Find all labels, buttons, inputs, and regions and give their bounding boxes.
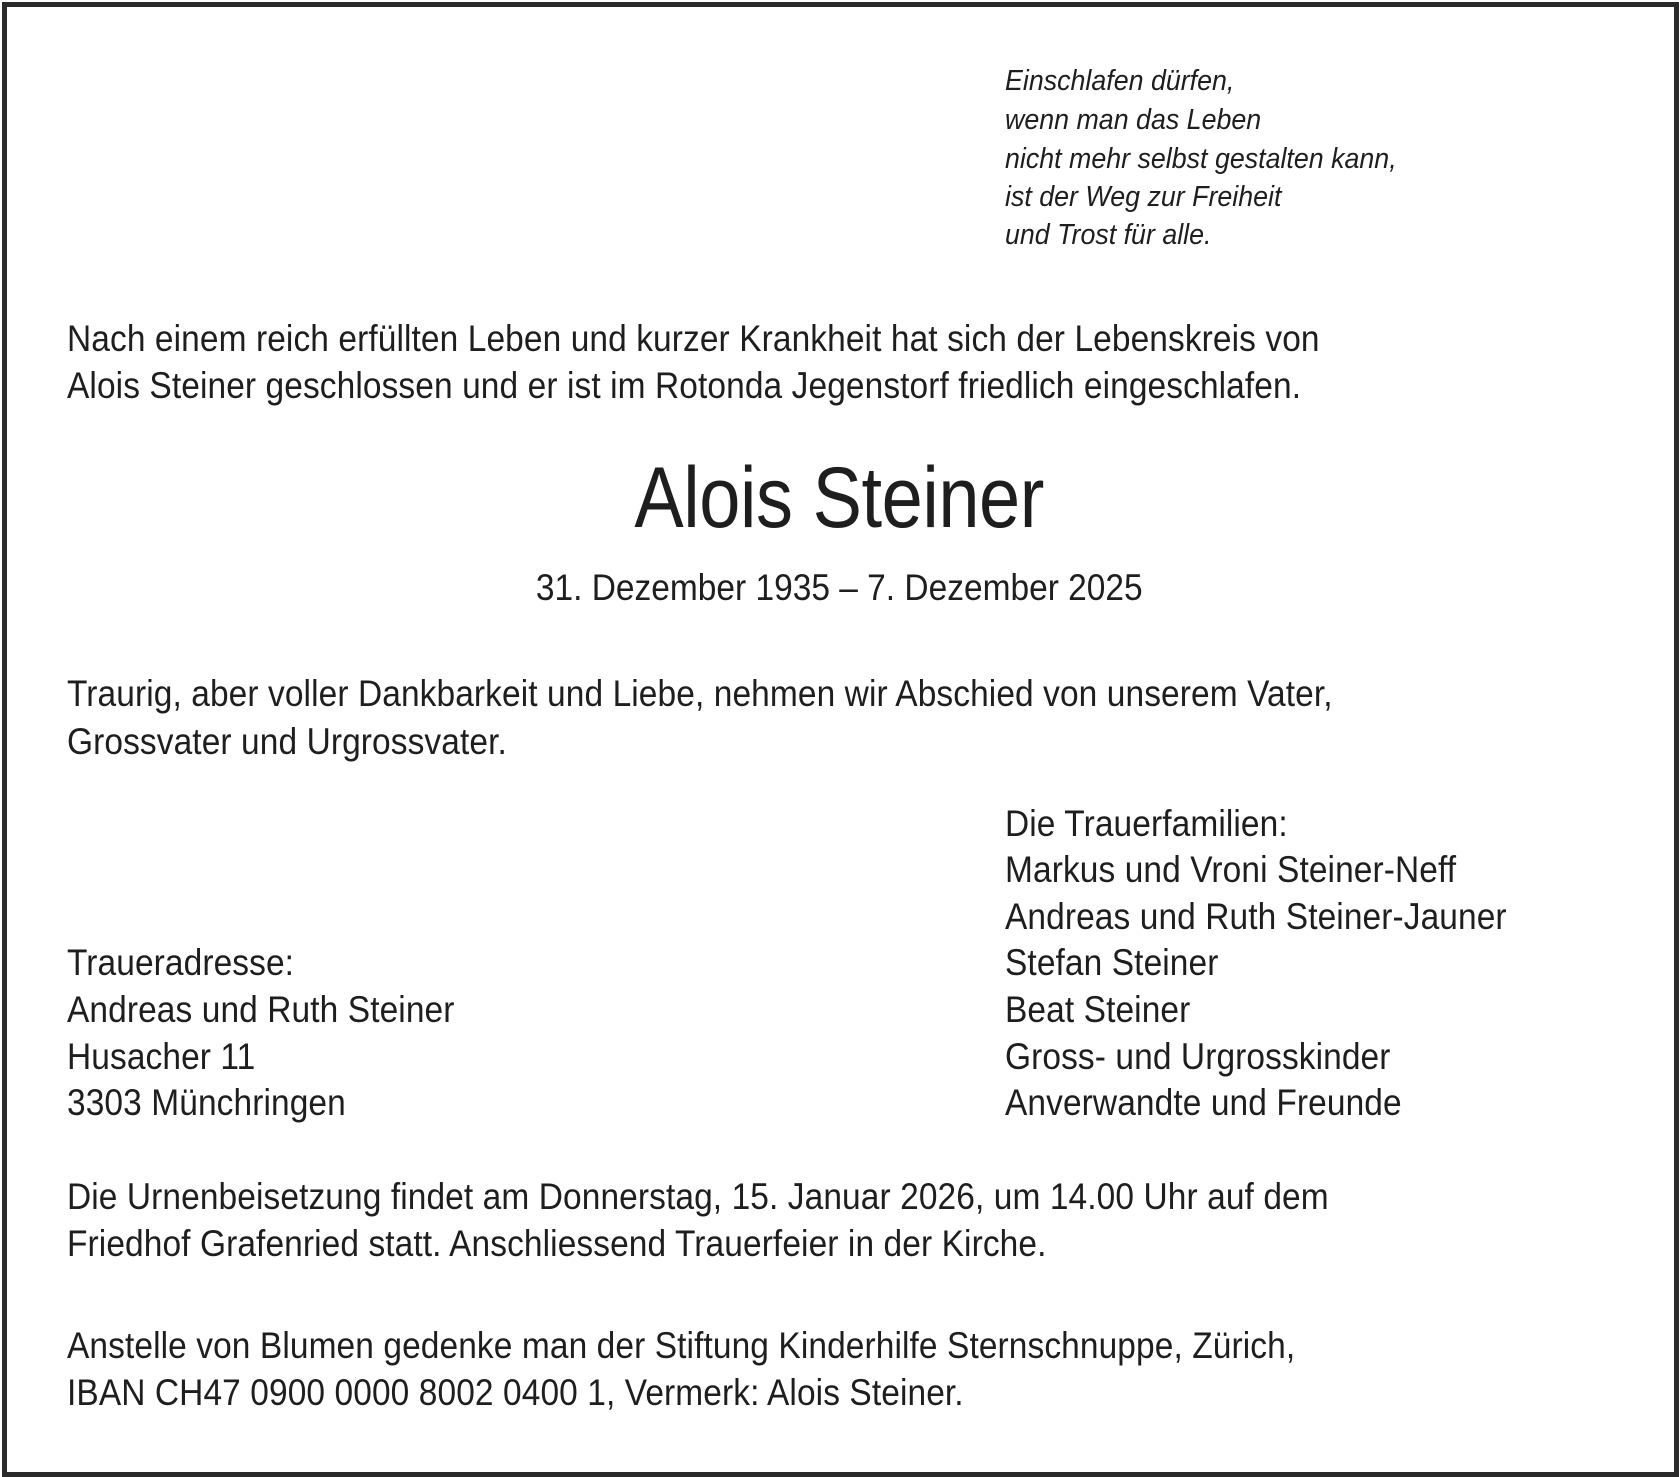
donation-line: IBAN CH47 0900 0000 8002 0400 1, Vermerk: Alois Steiner. [67, 1372, 964, 1413]
funeral-line: Die Urnenbeisetzung findet am Donnerstag, 15. Januar 2026, um 14.00 Uhr auf dem [67, 1176, 1329, 1217]
address-city: 3303 Münchringen [67, 1082, 346, 1123]
farewell-line: Traurig, aber voller Dankbarkeit und Liebe, nehmen wir Abschied von unserem Vater, [67, 673, 1333, 714]
intro-line: Alois Steiner geschlossen und er ist im Rotonda Jegenstorf friedlich eingeschlafen. [67, 365, 1302, 406]
families-heading: Die Trauerfamilien: [1005, 803, 1288, 844]
poem-line: und Trost für alle. [1005, 219, 1212, 251]
deceased-name-text: Alois Steiner [634, 450, 1045, 546]
poem-line: wenn man das Leben [1005, 104, 1262, 136]
poem-line: Einschlafen dürfen, [1005, 65, 1235, 97]
family-member: Stefan Steiner [1005, 942, 1219, 983]
intro-line: Nach einem reich erfüllten Leben und kurzer Krankheit hat sich der Lebenskreis von [67, 318, 1320, 359]
family-member: Andreas und Ruth Steiner-Jauner [1005, 896, 1507, 937]
poem-line: ist der Weg zur Freiheit [1005, 181, 1282, 213]
deceased-name [0, 450, 1679, 546]
donation-line: Anstelle von Blumen gedenke man der Stiftung Kinderhilfe Sternschnuppe, Zürich, [67, 1325, 1296, 1366]
life-dates [0, 569, 1679, 606]
family-member: Anverwandte und Freunde [1005, 1082, 1402, 1123]
funeral-line: Friedhof Grafenried statt. Anschliessend Trauerfeier in der Kirche. [67, 1223, 1047, 1264]
address-street: Husacher 11 [67, 1036, 256, 1077]
address-heading: Traueradresse: [67, 942, 295, 983]
life-dates-text: 31. Dezember 1935 – 7. Dezember 2025 [536, 567, 1143, 608]
address-name: Andreas und Ruth Steiner [67, 989, 455, 1030]
family-member: Beat Steiner [1005, 989, 1191, 1030]
family-member: Gross- und Urgrosskinder [1005, 1036, 1391, 1077]
family-member: Markus und Vroni Steiner-Neff [1005, 849, 1457, 890]
farewell-line: Grossvater und Urgrossvater. [67, 721, 507, 762]
poem-line: nicht mehr selbst gestalten kann, [1005, 143, 1397, 175]
